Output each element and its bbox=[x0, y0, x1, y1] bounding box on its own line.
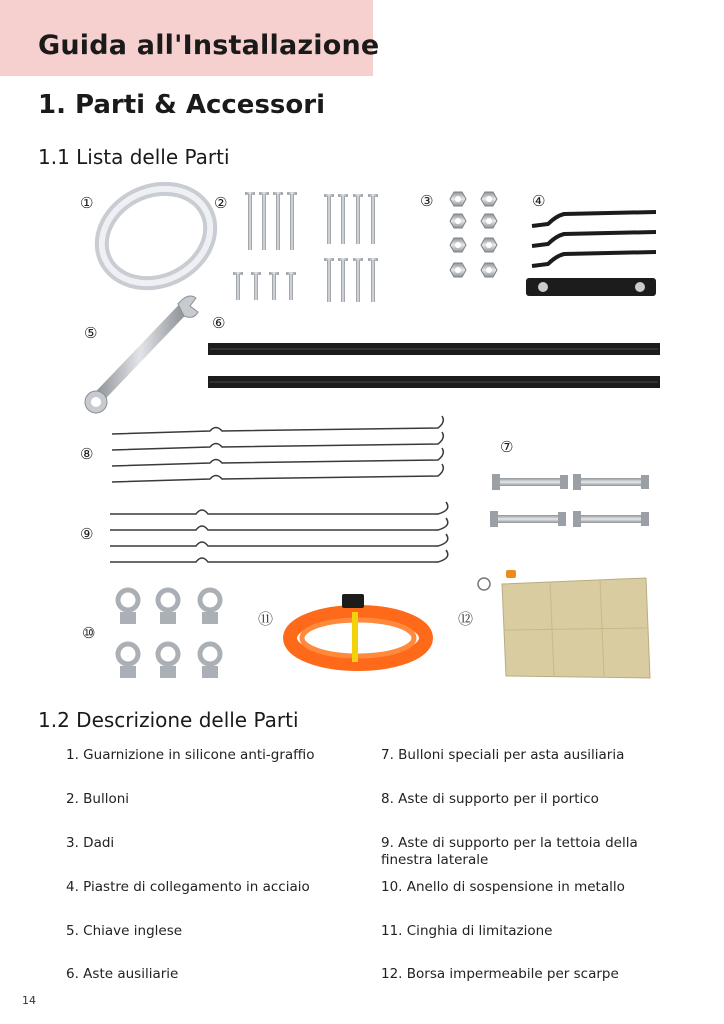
parts-figure bbox=[70, 180, 670, 690]
marker-10: ⑩ bbox=[82, 624, 96, 642]
description-item-12: 12. Borsa impermeabile per scarpe bbox=[381, 966, 619, 982]
bolts-image bbox=[233, 192, 378, 302]
marker-8: ⑧ bbox=[80, 445, 94, 463]
description-item-11: 11. Cinghia di limitazione bbox=[381, 923, 553, 939]
marker-4: ④ bbox=[532, 192, 546, 210]
marker-9: ⑨ bbox=[80, 525, 94, 543]
marker-11: ⑪ bbox=[258, 610, 274, 628]
description-item-9: 9. Aste di supporto per la tettoia della finestra laterale bbox=[381, 835, 638, 868]
side-window-rods-image bbox=[110, 502, 448, 562]
page-number: 14 bbox=[22, 994, 36, 1007]
description-item-8: 8. Aste di supporto per il portico bbox=[381, 791, 599, 807]
marker-7: ⑦ bbox=[500, 438, 514, 456]
description-item-4: 4. Piastre di collegamento in acciaio bbox=[66, 879, 310, 895]
auxiliary-rails-image bbox=[208, 343, 660, 388]
marker-1: ① bbox=[80, 194, 94, 212]
description-item-10: 10. Anello di sospensione in metallo bbox=[381, 879, 625, 895]
description-item-7: 7. Bulloni speciali per asta ausiliaria bbox=[381, 747, 625, 763]
description-item-5: 5. Chiave inglese bbox=[66, 923, 183, 939]
description-item-6: 6. Aste ausiliarie bbox=[66, 966, 179, 982]
steel-plates-image bbox=[526, 212, 656, 296]
marker-6: ⑥ bbox=[212, 314, 226, 332]
porch-support-rods-image bbox=[112, 416, 443, 482]
wrench-image bbox=[85, 296, 198, 413]
banner-title: Guida all'Installazione bbox=[38, 30, 380, 61]
shoe-bag-image bbox=[478, 570, 650, 678]
section-title: 1. Parti & Accessori bbox=[38, 90, 325, 120]
eye-rings-image bbox=[118, 590, 220, 664]
parts-list-title: 1.1 Lista delle Parti bbox=[38, 145, 230, 169]
marker-2: ② bbox=[214, 194, 228, 212]
description-item-2: 2. Bulloni bbox=[66, 791, 130, 807]
marker-5: ⑤ bbox=[84, 324, 98, 342]
description-item-3: 3. Dadi bbox=[66, 835, 115, 851]
marker-12: ⑫ bbox=[458, 610, 474, 628]
special-bolts-image bbox=[490, 474, 649, 527]
restraint-strap-image bbox=[290, 594, 426, 664]
description-item-1: 1. Guarnizione in silicone anti-graffio bbox=[66, 747, 315, 763]
silicone-gasket-image bbox=[86, 180, 226, 300]
marker-3: ③ bbox=[420, 192, 434, 210]
nuts-image bbox=[450, 192, 497, 277]
parts-description-title: 1.2 Descrizione delle Parti bbox=[38, 708, 299, 732]
